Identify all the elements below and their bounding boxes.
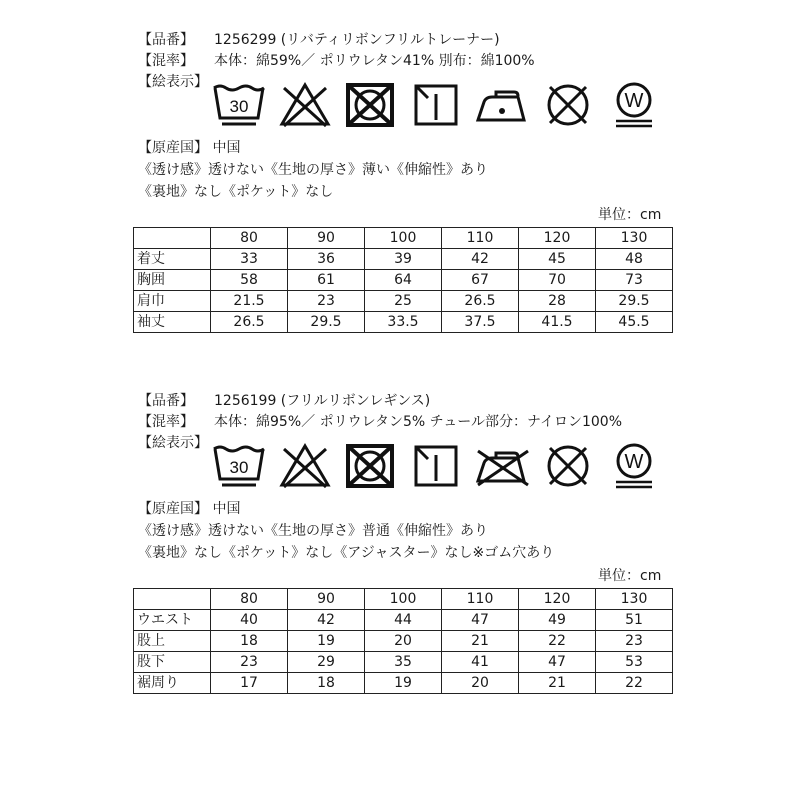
table-row	[134, 249, 673, 270]
table-cell: 17	[211, 673, 288, 694]
table-row-header: 着丈	[134, 249, 211, 270]
wet-clean-letter: W	[624, 90, 644, 112]
line-dry-shade-icon	[408, 441, 466, 491]
table-header-cell: 80	[211, 228, 288, 249]
table-cell: 40	[211, 610, 288, 631]
table-cell: 19	[365, 673, 442, 694]
table-row	[134, 291, 673, 312]
fabric-info-line: 《透け感》透けない《生地の厚さ》薄い《伸縮性》あり	[138, 162, 488, 178]
product-number-label: 【品番】	[138, 32, 194, 48]
product-section-2	[0, 361, 800, 731]
origin-line: 【原産国】 中国	[138, 140, 241, 156]
table-cell: 49	[519, 610, 596, 631]
table-header-cell	[134, 228, 211, 249]
no-bleach-icon	[276, 441, 334, 491]
table-header-cell: 80	[211, 589, 288, 610]
table-cell: 21	[442, 631, 519, 652]
table-cell: 21	[519, 673, 596, 694]
table-row	[134, 610, 673, 631]
table-cell: 47	[442, 610, 519, 631]
table-cell: 41.5	[519, 312, 596, 333]
table-cell: 28	[519, 291, 596, 312]
table-cell: 25	[365, 291, 442, 312]
table-cell: 44	[365, 610, 442, 631]
product-number-label: 【品番】	[138, 393, 194, 409]
care-icons	[210, 441, 650, 491]
no-tumble-dry-icon	[342, 80, 400, 130]
blend-value: 本体：綿59%／ ポリウレタン41% 別布：綿100%	[214, 53, 535, 69]
blend-label: 【混率】	[138, 414, 194, 430]
table-cell: 70	[519, 270, 596, 291]
table-cell: 26.5	[211, 312, 288, 333]
table-header-cell: 90	[288, 228, 365, 249]
table-cell: 73	[596, 270, 673, 291]
table-header-cell: 90	[288, 589, 365, 610]
no-dry-clean-icon	[540, 80, 598, 130]
no-dry-clean-icon	[540, 441, 598, 491]
table-row-header: 袖丈	[134, 312, 211, 333]
table-cell: 29.5	[596, 291, 673, 312]
care-label: 【絵表示】	[138, 435, 208, 451]
table-header-cell: 110	[442, 589, 519, 610]
table-header-cell: 120	[519, 589, 596, 610]
table-header-row	[134, 589, 673, 610]
fabric-info-line: 《透け感》透けない《生地の厚さ》普通《伸縮性》あり	[138, 523, 488, 539]
table-cell: 51	[596, 610, 673, 631]
table-cell: 19	[288, 631, 365, 652]
table-cell: 39	[365, 249, 442, 270]
blend-label: 【混率】	[138, 53, 194, 69]
unit-label: 単位：cm	[598, 568, 662, 584]
table-cell: 21.5	[211, 291, 288, 312]
table-cell: 29	[288, 652, 365, 673]
product-number-value: 1256199 (フリルリボンレギンス)	[214, 393, 431, 409]
iron-low-icon	[474, 80, 532, 130]
table-cell: 37.5	[442, 312, 519, 333]
table-row-header: 股下	[134, 652, 211, 673]
table-cell: 48	[596, 249, 673, 270]
no-iron-icon	[474, 441, 532, 491]
size-table	[133, 227, 673, 333]
table-cell: 64	[365, 270, 442, 291]
table-cell: 41	[442, 652, 519, 673]
table-cell: 45	[519, 249, 596, 270]
table-row	[134, 652, 673, 673]
wet-clean-icon	[606, 80, 664, 130]
wet-clean-icon	[606, 441, 664, 491]
table-cell: 35	[365, 652, 442, 673]
table-row-header: ウエスト	[134, 610, 211, 631]
line-dry-shade-icon	[408, 80, 466, 130]
table-cell: 45.5	[596, 312, 673, 333]
product-section-1	[0, 0, 800, 370]
table-header-row	[134, 228, 673, 249]
wash-temp-label: 30	[229, 97, 249, 116]
no-bleach-icon	[276, 80, 334, 130]
lining-info-line: 《裏地》なし《ポケット》なし《アジャスター》なし※ゴム穴あり	[138, 545, 555, 561]
table-row	[134, 631, 673, 652]
unit-label: 単位：cm	[598, 207, 662, 223]
table-cell: 36	[288, 249, 365, 270]
table-cell: 20	[365, 631, 442, 652]
care-label: 【絵表示】	[138, 74, 208, 90]
table-row-header: 肩巾	[134, 291, 211, 312]
table-cell: 33	[211, 249, 288, 270]
table-cell: 23	[596, 631, 673, 652]
no-tumble-dry-icon	[342, 441, 400, 491]
table-cell: 53	[596, 652, 673, 673]
table-header-cell: 100	[365, 228, 442, 249]
table-header-cell: 120	[519, 228, 596, 249]
care-icons	[210, 80, 650, 130]
table-cell: 58	[211, 270, 288, 291]
table-header-cell: 130	[596, 589, 673, 610]
table-cell: 20	[442, 673, 519, 694]
table-row	[134, 270, 673, 291]
origin-line: 【原産国】 中国	[138, 501, 241, 517]
table-cell: 61	[288, 270, 365, 291]
table-row-header: 裾周り	[134, 673, 211, 694]
table-cell: 67	[442, 270, 519, 291]
table-row-header: 胸囲	[134, 270, 211, 291]
product-number-value: 1256299 (リバティリボンフリルトレーナー)	[214, 32, 500, 48]
table-cell: 26.5	[442, 291, 519, 312]
wash-temp-label: 30	[229, 458, 249, 477]
blend-value: 本体：綿95%／ ポリウレタン5% チュール部分：ナイロン100%	[214, 414, 623, 430]
table-cell: 22	[519, 631, 596, 652]
lining-info-line: 《裏地》なし《ポケット》なし	[138, 184, 334, 200]
table-cell: 23	[211, 652, 288, 673]
size-table	[133, 588, 673, 694]
table-cell: 42	[442, 249, 519, 270]
table-header-cell: 130	[596, 228, 673, 249]
table-cell: 22	[596, 673, 673, 694]
wet-clean-letter: W	[624, 451, 644, 473]
table-cell: 23	[288, 291, 365, 312]
table-header-cell	[134, 589, 211, 610]
wash-30-icon	[210, 441, 268, 491]
table-cell: 18	[288, 673, 365, 694]
table-cell: 18	[211, 631, 288, 652]
table-cell: 47	[519, 652, 596, 673]
wash-30-icon	[210, 80, 268, 130]
table-row-header: 股上	[134, 631, 211, 652]
table-cell: 33.5	[365, 312, 442, 333]
table-cell: 29.5	[288, 312, 365, 333]
table-row	[134, 312, 673, 333]
table-cell: 42	[288, 610, 365, 631]
table-row	[134, 673, 673, 694]
table-header-cell: 100	[365, 589, 442, 610]
table-header-cell: 110	[442, 228, 519, 249]
